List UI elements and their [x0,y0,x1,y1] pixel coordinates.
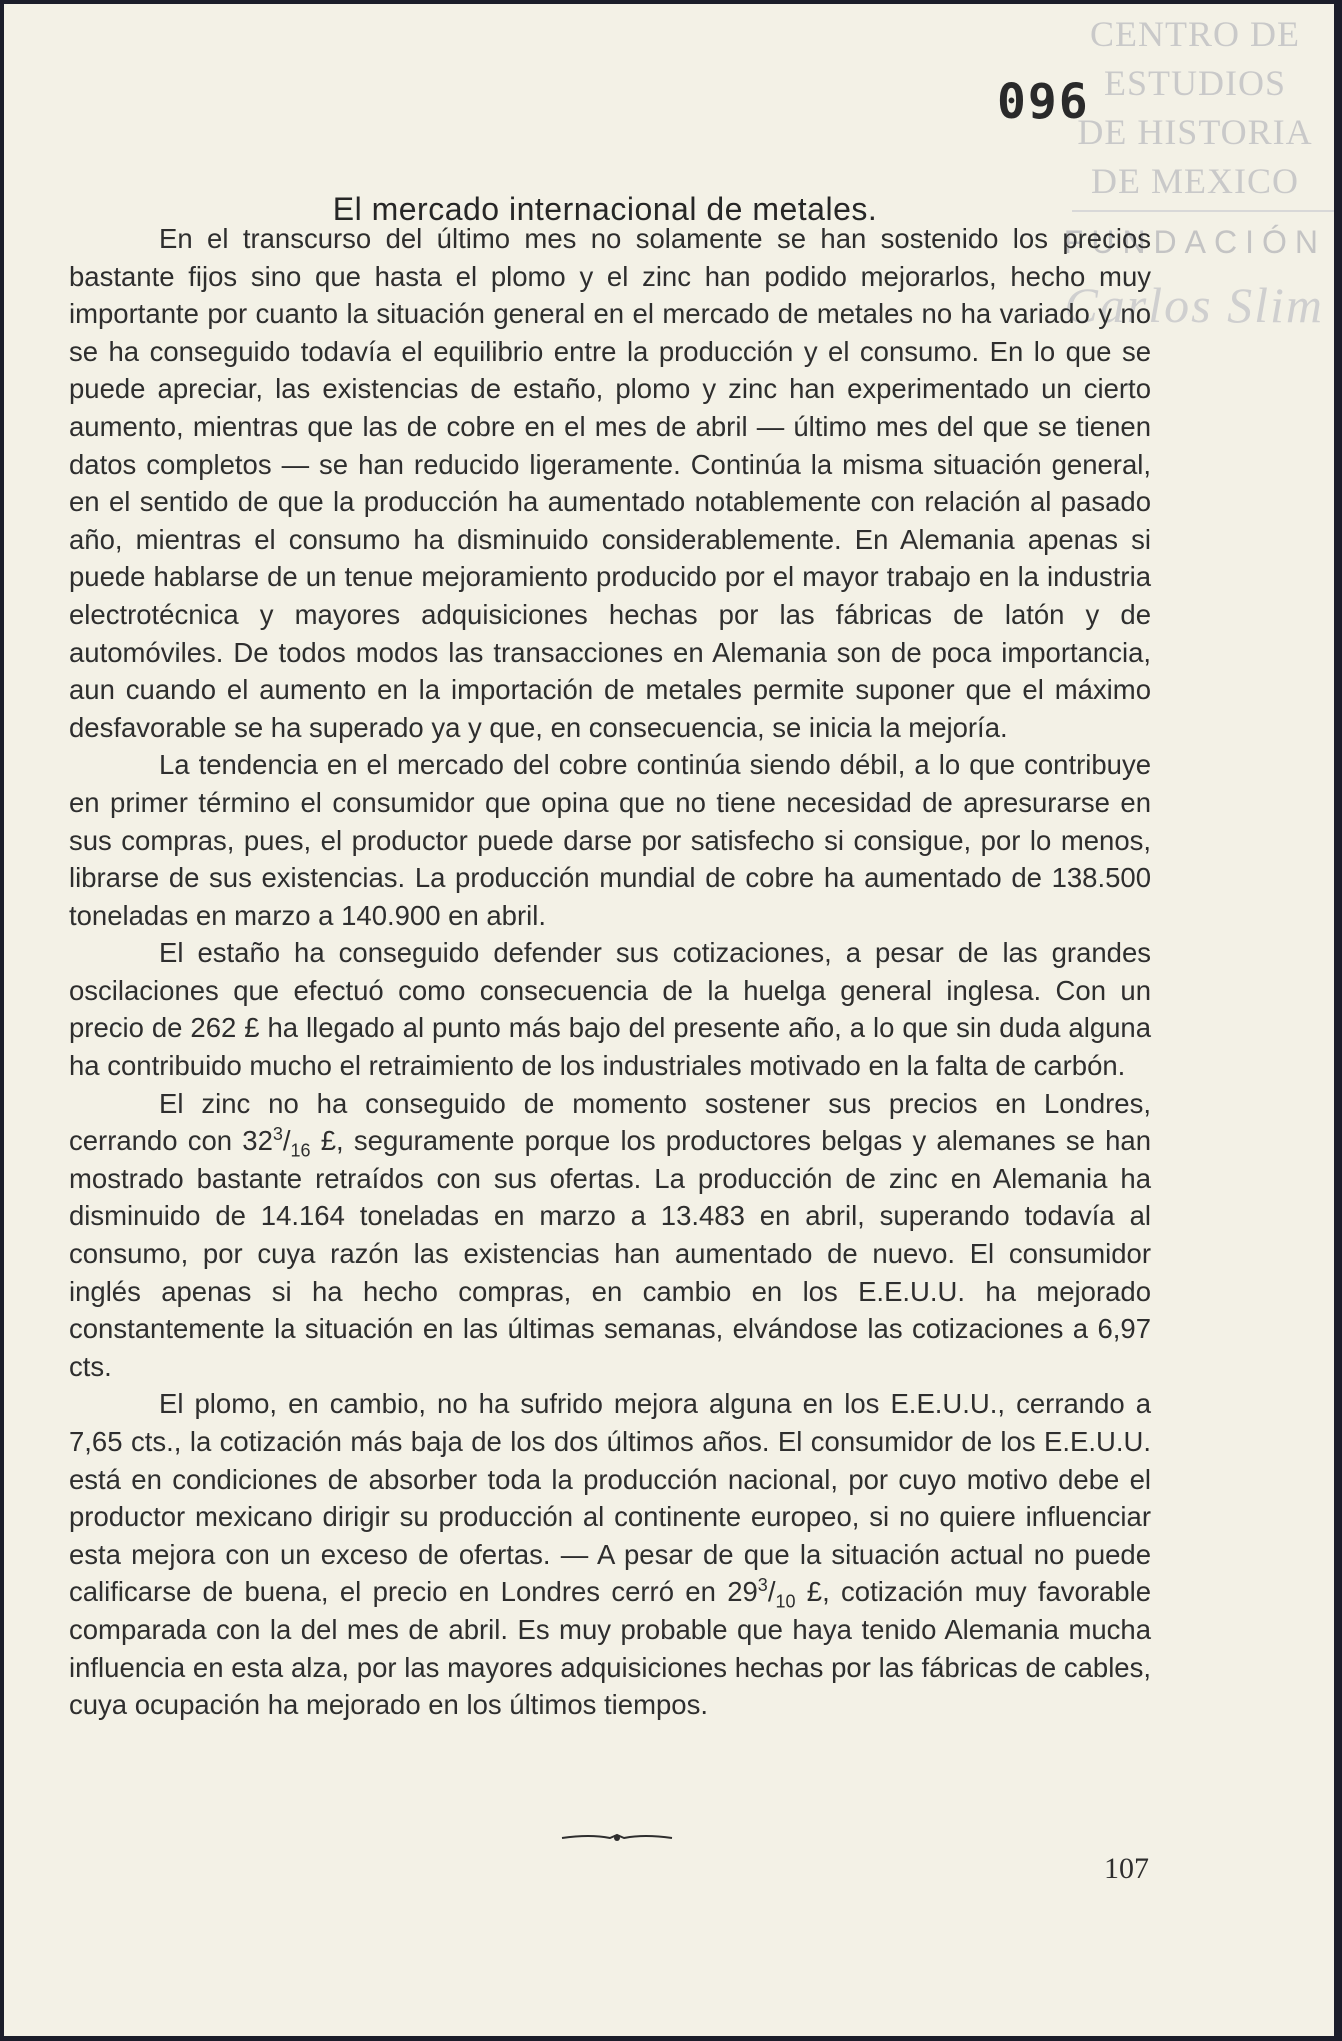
page-number: 107 [1104,1852,1149,1885]
closing-ornament [560,1830,674,1846]
zinc-price-sub: 16 [290,1140,311,1161]
stamp-line-4: DE MEXICO [1091,161,1299,201]
article-title: El mercado internacional de metales. [332,191,878,228]
folio-number: 096 [997,74,1090,130]
plomo-text-b: £, cotización muy favorable comparada con la del mes de abril. Es muy probable que haya tenido Alemania mucha influencia en esta alza, por las mayores adquisiciones hechas por las fábricas de cables, cuya ocupación ha mejorado en los últimos tiempos. [69,1576,1151,1721]
fundacion-label: FUNDACIÓN [1063,224,1326,260]
signature-watermark: Carlos Slim [1064,277,1324,333]
library-stamp [1070,10,1320,206]
stamp-line-2: ESTUDIOS [1103,63,1286,103]
plomo-price-sub: 10 [775,1591,796,1612]
paragraph-cobre: La tendencia en el mercado del cobre continúa siendo débil, a lo que contribuye en primer término el consumidor que opina que no tiene necesidad de apresurarse en sus compras, pues, el productor puede darse por satisfecho si consigue, por lo menos, librarse de sus existencias. La producción mundial de cobre ha aumentado de 138.500 toneladas en marzo a 140.900 en abril. [69,749,1151,931]
stamp-line-1: CENTRO DE [1090,14,1300,54]
paragraph-general: En el transcurso del último mes no solamente se han sostenido los precios bastante fijos sino que hasta el plomo y el zinc han podido mejorarlos, hecho muy importante por cuanto la situación general en el mercado de metales no ha variado y no se ha conseguido todavía el equilibrio entre la producción y el consumo. En lo que se puede apreciar, las existencias de estaño, plomo y zinc han experimentado un cierto aumento, mientras que las de cobre en el mes de abril — último mes del que se tienen datos completos — se han reducido ligeramente. Continúa la misma situación general, en el sentido de que la producción ha aumentado notablemente con relación al pasado año, mientras el consumo ha disminuido considerablemente. En Alemania apenas si puede hablarse de un tenue mejoramiento producido por el mayor trabajo en la industria electrotécnica y mayores adquisiciones hechas por las fábricas de latón y de automóviles. De todos modos las transacciones en Alemania son de poca importancia, aun cuando el aumento en la importación de metales permite suponer que el máximo desfavorable se ha superado ya y que, en consecuencia, se inicia la mejoría. [69,223,1151,743]
zinc-price-sup: 3 [272,1124,283,1145]
paragraph-plomo: El plomo, en cambio, no ha sufrido mejora alguna en los E.E.U.U., cerrando a 7,65 cts., la cotización más baja de los dos últimos años. El consumidor de los E.E.U.U. está en condiciones de absorber toda la producción nacional, por cuyo motivo debe el productor mexicano dirigir su producción al continente europeo, si no quiere influenciar esta mejora con un exceso de ofertas. — A pesar de que la situación actual no puede calificarse de buena, el precio en Londres cerró en $29^3/_{10}$ £, cotización muy favorable comparada con la del mes de abril. Es muy probable que haya tenido Alemania mucha influencia en esta alza, por las mayores adquisiciones hechas por las fábricas de cables, cuya ocupación ha mejorado en los últimos tiempos. [69,1388,1151,1721]
stamp-line-3: DE HISTORIA [1077,112,1313,152]
paragraph-estano: El estaño ha conseguido defender sus cotizaciones, a pesar de las grandes oscilaciones que efectuó como consecuencia de la huelga general inglesa. Con un precio de 262 £ ha llegado al punto más bajo del presente año, a lo que sin duda alguna ha contribuido mucho el retraimiento de los industriales motivado en la falta de carbón. [69,937,1151,1082]
plomo-price-sup: 3 [757,1575,768,1596]
paragraph-zinc: El zinc no ha conseguido de momento sostener sus precios en Londres, cerrando con $32^3/_{16}$ £, seguramente porque los productores belgas y alemanes se han mostrado bastante retraídos con sus ofertas. La producción de zinc en Alemania ha disminuido de 14.164 toneladas en marzo a 13.483 en abril, superando todavía al consumo, por cuya razón las existencias han aumentado de nuevo. El consumidor inglés apenas si ha hecho compras, en cambio en los E.E.U.U. ha mejorado constantemente la situación en las últimas semanas, elvándose las cotizaciones a 6,97 cts. [69,1087,1151,1382]
article-body [69,220,1151,1724]
zinc-text-b: £, seguramente porque los productores belgas y alemanes se han mostrado bastante retraídos con sus ofertas. La producción de zinc en Alemania ha disminuido de 14.164 toneladas en marzo a 13.483 en abril, superando todavía al consumo, por cuya razón las existencias han aumentado de nuevo. El consumidor inglés apenas si ha hecho compras, en cambio en los E.E.U.U. ha mejorado constantemente la situación en las últimas semanas, elvándose las cotizaciones a 6,97 cts. [69,1125,1151,1382]
plomo-text-a: El plomo, en cambio, no ha sufrido mejora alguna en los E.E.U.U., cerrando a 7,65 cts., la cotización más baja de los dos últimos años. El consumidor de los E.E.U.U. está en condiciones de absorber toda la producción nacional, por cuyo motivo debe el productor mexicano dirigir su producción al continente europeo, si no quiere influenciar esta mejora con un exceso de ofertas. — A pesar de que la situación actual no puede calificarse de buena, el precio en Londres cerró en 29 [69,1388,1151,1608]
zinc-text-a: El zinc no ha conseguido de momento sostener sus precios en Londres, cerrando con 32 [69,1087,1151,1157]
document-page [4,4,1334,2036]
